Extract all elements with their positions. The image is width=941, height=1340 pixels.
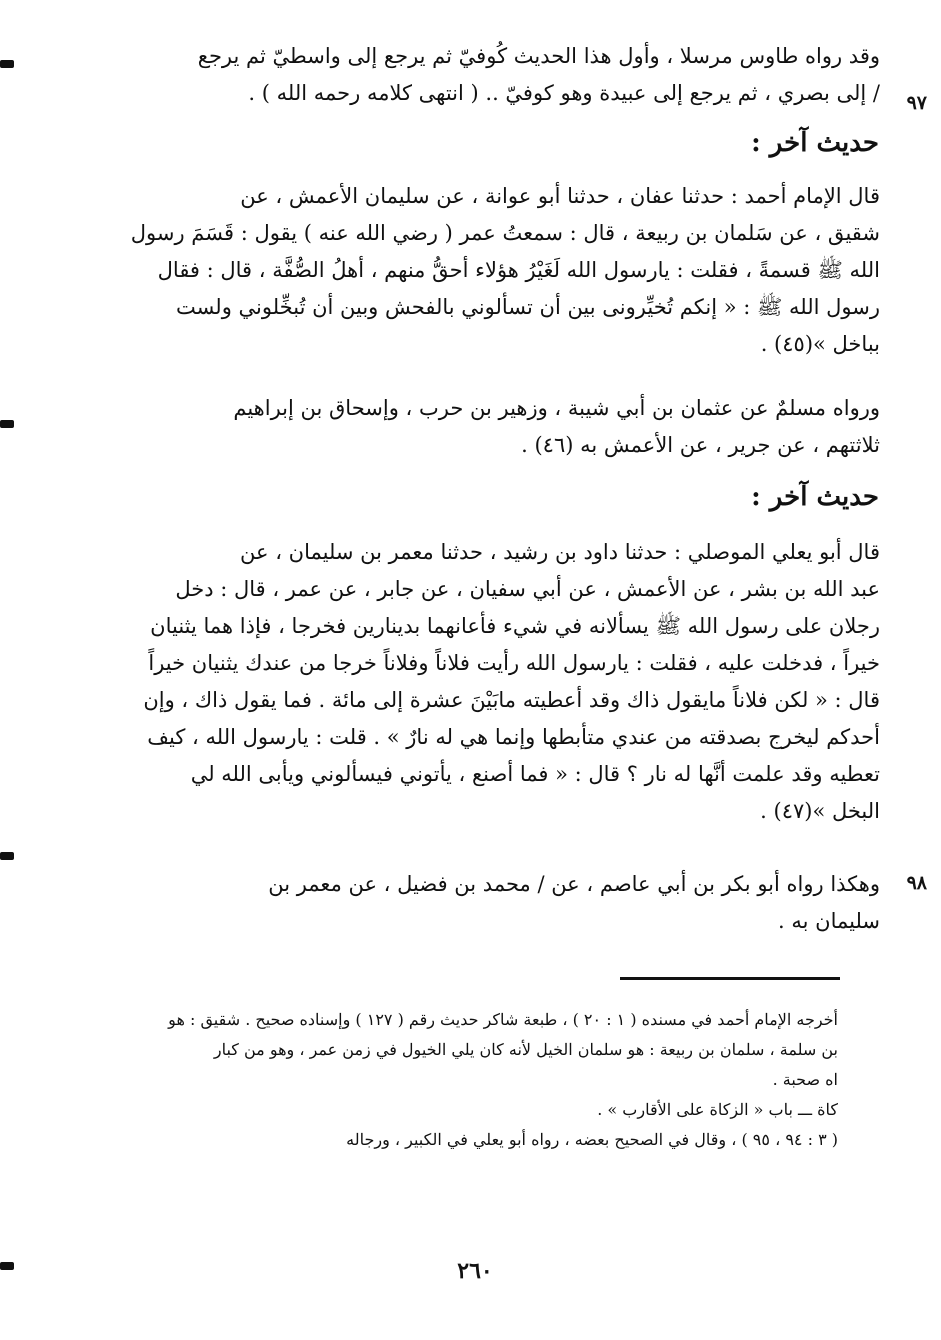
footnotes — [118, 1005, 838, 1155]
footnote-line: ( ٣ : ٩٤ ، ٩٥ ) ، وقال في الصحيح بعضه ، رواه أبو يعلي في الكبير ، ورجاله — [346, 1130, 838, 1149]
text-line: بباخل »(٤٥) . — [760, 332, 880, 356]
text-line: البخل »(٤٧) . — [760, 799, 880, 823]
text-line: قال : « لكن فلاناً مايقول ذاك وقد أعطيته مابَيْنَ عشرة إلى مائة . فما يقول ذاك ، وإن — [143, 688, 880, 712]
footnote-line: اه صحبة . — [772, 1070, 838, 1089]
section-heading-1: حديث آخر : — [751, 128, 879, 158]
text-line: قال أبو يعلي الموصلي : حدثنا داود بن رشيد ، حدثنا معمر بن سليمان ، عن — [240, 540, 880, 564]
text-line: خيراً ، فدخلت عليه ، فقلت : يارسول الله رأيت فلاناً وفلاناً خرجا من عندك يثنيان خيراً — [148, 651, 880, 675]
paragraph-ibn-abi-asim — [118, 866, 880, 940]
text-line: سليمان به . — [778, 909, 880, 933]
binding-mark — [0, 852, 14, 860]
footnote-separator — [620, 977, 840, 980]
text-line: وهكذا رواه أبو بكر بن أبي عاصم ، عن / محمد بن فضيل ، عن معمر بن — [268, 872, 880, 896]
text-line: تعطيه وقد علمت أنَّها له نار ؟ قال : « فما أصنع ، يأتوني فيسألوني ويأبى الله لي — [190, 762, 880, 786]
margin-number-97: ٩٧ — [906, 92, 927, 114]
text-line: رسول الله ﷺ : « إنكم تُخيِّرونى بين أن تسألوني بالفحش وبين أن تُبخِّلوني ولست — [175, 295, 880, 319]
paragraph-hadith-abu-yala — [118, 534, 880, 830]
binding-mark — [0, 60, 14, 68]
footnote-line: أخرجه الإمام أحمد في مسنده ( ١ : ٢٠ ) ، طبعة شاكر حديث رقم ( ١٢٧ ) وإسناده صحيح . شقيق : هو — [168, 1010, 838, 1029]
page-number: ٢٦٠ — [457, 1258, 493, 1284]
text-line: ورواه مسلمٌ عن عثمان بن أبي شيبة ، وزهير بن حرب ، وإسحاق بن إبراهيم — [233, 396, 880, 420]
text-line: رجلان على رسول الله ﷺ يسألانه في شيء فأعانهما بدينارين فخرجا ، فإذا هما يثنيان — [150, 614, 880, 638]
text-line: ثلاثتهم ، عن جرير ، عن الأعمش به (٤٦) . — [521, 433, 880, 457]
section-heading-2: حديث آخر : — [751, 482, 879, 512]
footnote-line: كاة ـــ باب « الزكاة على الأقارب » . — [597, 1100, 838, 1119]
text-line: وقد رواه طاوس مرسلا ، وأول هذا الحديث كُوفيّ ثم يرجع إلى واسطيّ ثم يرجع — [197, 44, 880, 68]
paragraph-muslim — [118, 390, 880, 464]
margin-number-98: ٩٨ — [906, 872, 927, 894]
text-line: عبد الله بن بشر ، عن الأعمش ، عن أبي سفيان ، عن جابر ، عن عمر ، قال : دخل — [175, 577, 880, 601]
binding-mark — [0, 1262, 14, 1270]
binding-mark — [0, 420, 14, 428]
paragraph-hadith-ahmad — [118, 178, 880, 363]
paragraph-continuation — [118, 38, 880, 112]
text-line: قال الإمام أحمد : حدثنا عفان ، حدثنا أبو عوانة ، عن سليمان الأعمش ، عن — [240, 184, 880, 208]
text-line: شقيق ، عن سَلمان بن ربيعة ، قال : سمعتُ عمر ( رضي الله عنه ) يقول : قَسَمَ رسول — [130, 221, 880, 245]
text-line: / إلى بصري ، ثم يرجع إلى عبيدة وهو كوفيّ .. ( انتهى كلامه رحمه الله ) . — [248, 81, 880, 105]
text-line: أحدكم ليخرج بصدقته من عندي متأبطها وإنما هي له نارٌ » . قلت : يارسول الله ، كيف — [147, 725, 880, 749]
text-line: الله ﷺ قسمةً ، فقلت : يارسول الله لَغَيْرُ هؤلاء أحقُّ منهم ، أهلُ الصُّفَّة ، قال : فقال — [157, 258, 880, 282]
footnote-line: بن سلمة ، سلمان بن ربيعة : هو سلمان الخيل لأنه كان يلي الخيول في زمن عمر ، وهو من كبار — [213, 1040, 838, 1059]
